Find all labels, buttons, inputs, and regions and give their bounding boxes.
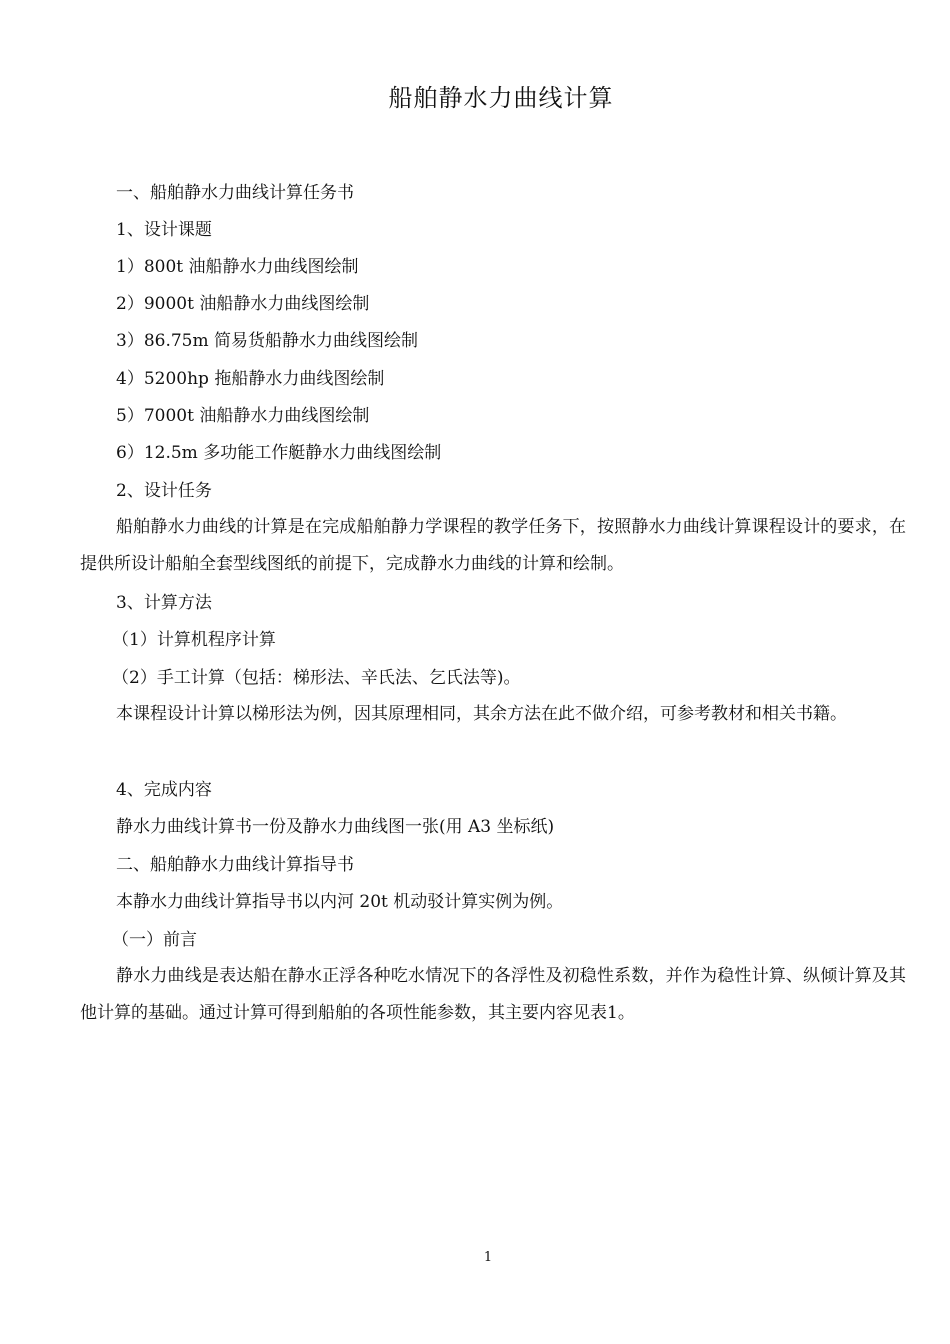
list-item: 5）7000t 油船静水力曲线图绘制 (116, 406, 370, 426)
paragraph-design-task: 船舶静水力曲线的计算是在完成船舶静力学课程的教学任务下，按照静水力曲线计算课程设计的要求，在提供所设计船舶全套型线图纸的前提下，完成静水力曲线的计算和绘制。 (80, 517, 906, 574)
subsection-heading-design-topic: 1、设计课题 (116, 220, 212, 240)
guide-intro: 本静水力曲线计算指导书以内河 20t 机动驳计算实例为例。 (116, 892, 564, 912)
list-item: 1）800t 油船静水力曲线图绘制 (116, 257, 359, 277)
list-item: 4）5200hp 拖船静水力曲线图绘制 (116, 369, 385, 389)
method-item: （1）计算机程序计算 (112, 630, 276, 650)
list-item: 2）9000t 油船静水力曲线图绘制 (116, 294, 370, 314)
subsection-heading-content: 4、完成内容 (116, 780, 212, 800)
document-title: 船舶静水力曲线计算 (388, 84, 614, 112)
page-number: 1 (483, 1250, 493, 1265)
subsection-heading-method: 3、计算方法 (116, 593, 212, 613)
method-item: （2）手工计算（包括：梯形法、辛氏法、乞氏法等)。 (112, 668, 521, 688)
paragraph-method: 本课程设计计算以梯形法为例，因其原理相同，其余方法在此不做介绍，可参考教材和相关书籍。 (116, 704, 847, 724)
section-heading-2: 二、船舶静水力曲线计算指导书 (116, 855, 354, 875)
subsection-heading-design-task: 2、设计任务 (116, 481, 212, 501)
list-item: 6）12.5m 多功能工作艇静水力曲线图绘制 (116, 443, 442, 463)
preface-heading: （一）前言 (112, 930, 197, 950)
section-heading-1: 一、船舶静水力曲线计算任务书 (116, 183, 354, 203)
paragraph-preface: 静水力曲线是表达船在静水正浮各种吃水情况下的各浮性及初稳性系数，并作为稳性计算、纵倾计算及其他计算的基础。通过计算可得到船舶的各项性能参数，其主要内容见表1。 (80, 966, 906, 1023)
list-item: 3）86.75m 简易货船静水力曲线图绘制 (116, 331, 419, 351)
content-text: 静水力曲线计算书一份及静水力曲线图一张(用 A3 坐标纸) (116, 817, 555, 837)
